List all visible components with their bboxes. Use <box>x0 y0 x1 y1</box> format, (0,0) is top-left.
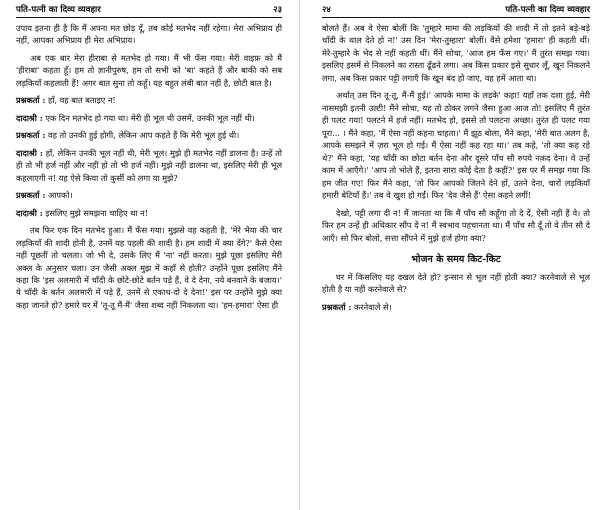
paragraph <box>16 224 282 311</box>
dialogue-paragraph <box>16 94 282 106</box>
dialogue-paragraph <box>16 189 282 201</box>
paragraph-text: इसलिए मुझे समझना चाहिए था न! <box>45 207 148 218</box>
paragraph <box>16 22 282 47</box>
speaker-label: दादाश्री : <box>16 207 43 218</box>
paragraph-text: एक दिन मतभेद हो गया था। मेरी ही भूल थी उसमें, उनकी भूल नहीं थी। <box>45 112 255 123</box>
dialogue-paragraph <box>16 147 282 184</box>
paragraph-text: देखो, पट्टी लगा दी न! मैं जानता था कि मैं पाँच सौ कहूँगा तो दे दें, ऐसी नहीं हैं वे। तो फिर हम उन्हें ही अधिकार सौंप दें न! मैं स्वभाव पहचानता था। मैं पाँच सौ दूँ तो वे तीन सौ दे आएँ। सो फिर बोलो, सत्ता सौंपने में मुझे हर्ज होगा क्या? <box>322 207 590 243</box>
running-header <box>322 4 590 18</box>
speaker-label: दादाश्री : <box>16 112 43 123</box>
paragraph-text: हाँ, लेकिन उनकी भूल नहीं थी, मेरी भूल। मुझे ही मतभेद नहीं डालना है। उन्हें तो ही तो भी हर्ज नहीं और नहीं हो तो भी हर्ज नहीं। मुझे नहीं डालना था, इसलिए मेरी ही भूल कहलाएगी न! यह ऐसे किया तो कुर्सी को लगा या मुझे? <box>16 147 283 183</box>
dialogue-paragraph <box>16 112 282 124</box>
speaker-label: प्रश्नकर्ता : <box>322 301 352 312</box>
paragraph-text: घर में किसलिए यह दखल देते हो? इन्सान से भूल नहीं होती क्या? करनेवाले से भूल होती है या नहीं करनेवाले से? <box>322 271 590 295</box>
paragraph <box>322 207 590 244</box>
page-number: २४ <box>322 5 331 15</box>
gutter <box>294 0 306 510</box>
paragraph <box>322 271 590 296</box>
paragraph-text: तब फिर एक दिन मतभेद हुआ। मैं फँस गया। मुझसे वह कहती है, 'मेरे भैया की चार लड़कियाँ की शादी होनी है, उनमें यह पहली की शादी है। हम शादी में क्या देंगे?' कैसे ऐसा नहीं पूछतीं तो चलता। जो भी दे, उसके लिए मैं 'ना' नहीं करता। मुझे पूछा इसलिए मेरी अक्ल के अनुसार चला। उन जैसी अक्ल मुझ में कहाँ से होती? उन्होंने पूछा इसलिए मैंने कहा कि 'इस अलमारी में चाँदी के छोटे-छोटे बर्तन पड़े हैं, वे दे देना, नये बनवाने के बजाय।' ये चाँदी के बर्तन अलमारी में पड़े हैं, उनमें से एकाध-दो दे देना!' इस पर उन्होंने मुझे क्या कहा जानते हो? हमारे घर में 'तू-तू मैं-मैं' जैसा शब्द नहीं निकलता था। 'हम-हमारा' ऐसा ही <box>16 225 282 310</box>
paragraph-text: हाँ, वह बात बताइए न! <box>48 95 116 106</box>
dialogue-paragraph <box>322 301 590 313</box>
page-body-continued <box>322 271 590 313</box>
page-body <box>16 22 282 311</box>
paragraph-text: वह तो उनकी हुई होगी, लेकिन आप कहते हैं कि मेरी भूल हुई थी। <box>48 130 240 141</box>
running-header <box>16 4 282 18</box>
section-title: भोजन के समय किट-किट <box>411 253 501 265</box>
page-number: २३ <box>273 5 282 15</box>
speaker-label: प्रश्नकर्ता : <box>16 95 46 106</box>
paragraph <box>322 89 590 201</box>
paragraph <box>322 22 590 84</box>
paragraph-text: उपाय इतना ही है कि मैं अपना मत छोड़ दूँ, तब कोई मतभेद नहीं रहेगा। मेरा अभिप्राय ही नहीं, आपका अभिप्राय ही मेरा अभिप्राय। <box>16 23 282 46</box>
left-page <box>0 0 294 510</box>
dialogue-paragraph <box>16 207 282 219</box>
paragraph <box>16 52 282 89</box>
right-page <box>306 0 600 510</box>
paragraph-text: करनेवाले से। <box>354 301 392 312</box>
paragraph-text: बोलते हैं। अब वे ऐसा बोलीं कि 'तुम्हारे मामा की लड़कियों की शादी में तो इतने बड़े-बड़े चाँदी के थाल देते हो न!' उस दिन 'मेरा-तुम्हारा' बोलीं। वैसे हमेशा 'हमारा' ही कहती थीं। मेरे-तुम्हारे के भेद से नहीं कहती थीं। मैंने सोचा, 'आज हम फँस गए।' मैं तुरंत समझ गया। इसलिए इसमें से निकलने का रास्ता ढूँढने लगा। अब किस प्रकार इसे सुधार लूँ, खून निकलने लगा, अब किस प्रकार पट्टी लगाएँ कि खून बंद हो जाए, वह हमें आता था। <box>322 23 590 83</box>
paragraph-text: आपको। <box>48 190 73 201</box>
speaker-label: दादाश्री : <box>16 147 43 158</box>
page-body <box>322 22 590 244</box>
speaker-label: प्रश्नकर्ता : <box>16 190 46 201</box>
running-title: पति-पत्नी का दिव्य व्यवहार <box>16 5 101 15</box>
speaker-label: प्रश्नकर्ता : <box>16 130 46 141</box>
paragraph-text: अब एक बार मेरा हीराबा से मतभेद हो गया। मैं भी फँस गया। मेरी वाइफ़ को मैं 'हीराबा' कहता हूँ। हम तो ज्ञानीपुरुष, हम तो सभी को 'बा' कहते हैं और बाकी को सब लड़कियाँ कहलाती हैं! अगर बात सुना तो कहूँ। यह बहुत लंबी बात नहीं है, छोटी बात है। <box>16 52 282 88</box>
paragraph-text: अर्थात् उस दिन तू-तू, मैं-मैं हुई।' आपके मामा के लड़के' कहा! यहाँ तक दशा हुई, मेरी नासमझी इतनी उल्टी! मैंने सोचा, यह तो ठोकर लगने जैसा हुआ आज तो! इसलिए मैं तुरंत ही पलट गया! पलटने में हर्ज नहीं। मतभेद हो, इससे तो पलटना अच्छा। तुरंत ही पलट गया पूरा... । मैंने कहा, 'मैं ऐसा नहीं कहना चाहता।' मैं झूठ बोला, मैंने कहा, 'मेरी बात अलग है, आपके समझने में ज़रा भूल हो गई। मैं ऐसा नहीं कह रहा था।' तब कहे, 'तो क्या कह रहे थे?' मैंने कहा, 'यह चाँदी का छोटा बर्तन देना और दूसरे पाँच सौ रुपये नक़द देना। वे उन्हें काम में आएँगे।' 'आप तो भोले हैं, इतना सारा कोई देता है कहीं?' इस पर मैं समझ गया कि हम जीत गए! फिर मैंने कहा, 'तो फिर आपको जितने देने हों, उतने देना, चारों लड़कियाँ हमारी बेटियाँ हैं।' तब वे खुश हो गईं। फिर 'देव जैसे हैं' ऐसा कहने लगीं! <box>322 90 590 201</box>
dialogue-paragraph <box>16 129 282 141</box>
running-title: पति-पत्नी का दिव्य व्यवहार <box>505 5 590 15</box>
